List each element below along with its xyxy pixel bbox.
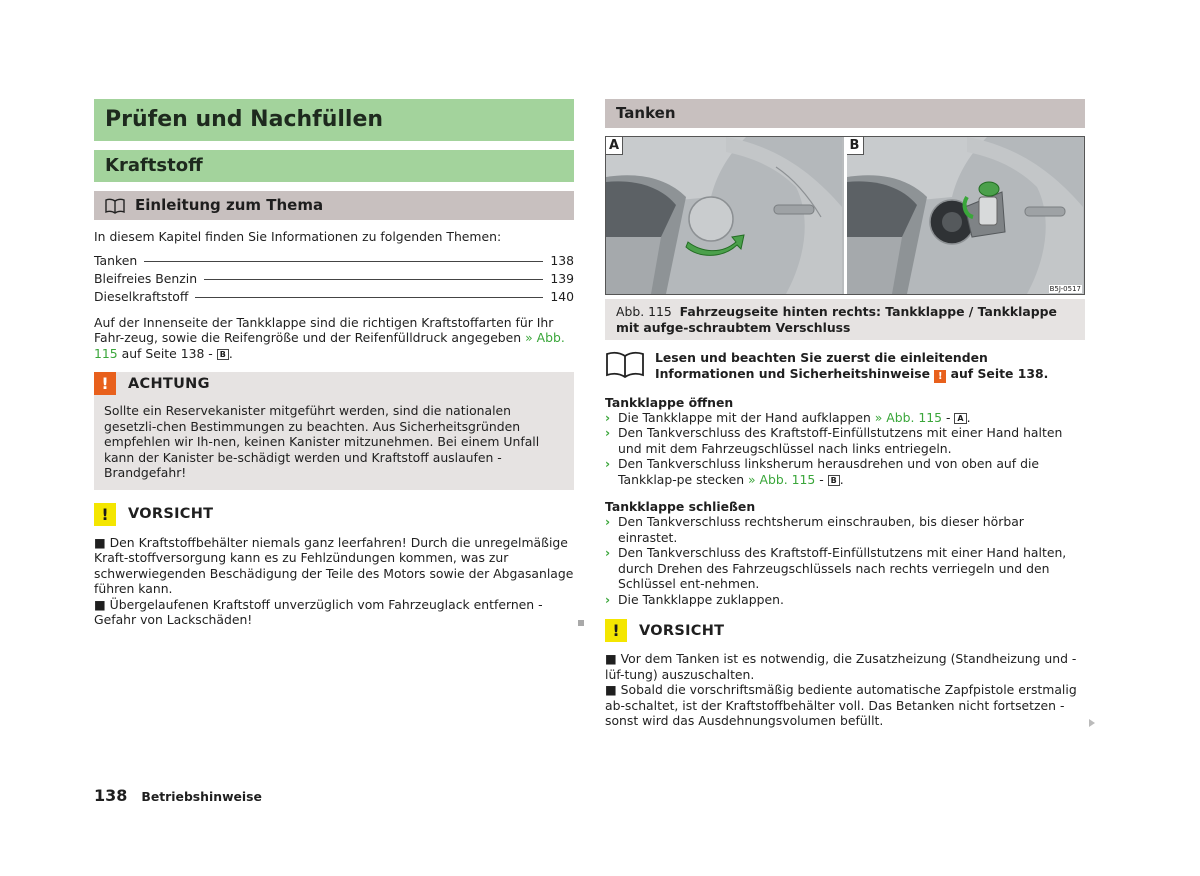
step-arrow-icon: › (605, 409, 611, 425)
paragraph-text: Auf der Innenseite der Tankklappe sind die richtigen Kraftstoffarten für Ihr Fahr-zeug, sowie die Reifengröße und der Reifenfülldruck angegeben (94, 314, 554, 345)
step-text: Den Tankverschluss des Kraftstoff-Einfüllstutzens mit einer Hand halten, durch Drehen des Fahrzeugschlüssels nach rechts verriegeln und den Schlüssel ent-nehmen. (618, 545, 1067, 591)
toc-row-tanken[interactable] (94, 253, 574, 271)
step-text: Den Tankverschluss rechtsherum einschrauben, bis dieser hörbar einrastet. (618, 514, 1024, 545)
intro-text: In diesem Kapitel finden Sie Informationen zu folgenden Themen: (94, 229, 502, 244)
caution-header (94, 503, 574, 526)
note-text (655, 350, 1085, 383)
figure-panel-b (844, 137, 1085, 294)
fuel-flap-closed-illustration (606, 137, 842, 294)
step-item (605, 425, 1085, 456)
step-text: Den Tankverschluss des Kraftstoff-Einfüllstutzens mit einer Hand halten und mit dem Fahrzeugschlüssel nach links entriegeln. (618, 425, 1063, 456)
warning-icon: ! (934, 370, 946, 383)
paragraph-text: auf Seite 138 - (117, 345, 217, 361)
caption-label: Abb. 115 (616, 304, 672, 319)
caption-text: Fahrzeugseite hinten rechts: Tankklappe / Tankklappe mit aufge-schraubtem Verschluss (616, 304, 1057, 335)
paragraph-text: . (228, 345, 233, 361)
step-item (605, 514, 1085, 545)
page-footer (94, 786, 262, 805)
toc-leader (204, 279, 543, 280)
panel-reference: A (954, 413, 966, 424)
step-text: - (942, 409, 955, 425)
step-arrow-icon: › (605, 456, 611, 471)
step-arrow-icon: › (605, 591, 611, 607)
note-text-part: Lesen und beachten Sie zuerst die einleitenden Informationen und Sicherheitshinweise (655, 350, 988, 381)
caution-text (605, 651, 1085, 729)
step-arrow-icon: › (605, 425, 611, 440)
caution-title: VORSICHT (639, 622, 725, 639)
intro-heading (94, 191, 574, 220)
step-text: Die Tankklappe zuklappen. (618, 591, 784, 607)
footer-section: Betriebshinweise (141, 789, 262, 804)
caution-item: ■ Den Kraftstoffbehälter niemals ganz leerfahren! Durch die unregelmäßige Kraft-stoffversorgung kann es zu Fehlzündungen kommen, was zur schwerwiegenden Beschädigung der Teile des Motors sowie der Abgasanlage führen kann. (94, 534, 574, 596)
figure-link[interactable]: » Abb. 115 (874, 409, 943, 425)
step-item (605, 545, 1085, 592)
caution-item: ■ Sobald die vorschriftsmäßig bediente automatische Zapfpistole erstmalig ab-schaltet, ist der Kraftstoffbehälter voll. Das Betanken nicht fortsetzen - sonst wird das Ausdehnungsvolumen befüllt. (605, 682, 1077, 728)
caution-icon: ! (94, 503, 116, 526)
read-first-note (605, 350, 1085, 383)
warning-text: Sollte ein Reservekanister mitgeführt werden, sind die nationalen gesetzli-chen Bestimmungen zu beachten. Aus Sicherheitsgründen empfehlen wir Ih-nen, keinen Kanister mitzunehmen. Bei einem Unfall kann der Kanister be-schädigt werden und Kraftstoff auslaufen - Brandgefahr! (104, 403, 540, 480)
toc-leader (144, 261, 543, 262)
step-arrow-icon: › (605, 514, 611, 529)
note-text-part: auf Seite 138. (946, 365, 1049, 381)
caution-text (94, 535, 574, 628)
caution-header (605, 619, 1085, 642)
step-item (605, 410, 1085, 426)
open-steps (605, 410, 1085, 488)
continue-arrow-icon (1089, 719, 1095, 727)
step-item (605, 592, 1085, 608)
step-item (605, 456, 1085, 487)
toc-label: Bleifreies Benzin (94, 270, 198, 286)
toc-page: 139 (550, 270, 574, 286)
close-heading: Tankklappe schließen (605, 499, 756, 514)
step-text: Den Tankverschluss linksherum herausdrehen und von oben auf die Tankklap-pe stecken (618, 456, 1040, 487)
step-text: - (815, 471, 828, 487)
step-text: . (839, 471, 844, 487)
warning-header (94, 372, 574, 395)
fuel-label-paragraph (94, 315, 574, 362)
caution-icon: ! (605, 619, 627, 642)
caution-item: ■ Vor dem Tanken ist es notwendig, die Zusatzheizung (Standheizung und -lüf-tung) auszuschalten. (605, 651, 1077, 682)
step-text: Die Tankklappe mit der Hand aufklappen (618, 409, 875, 425)
left-column (94, 99, 574, 628)
book-icon (105, 198, 125, 214)
section-heading: Tanken (605, 99, 1085, 128)
close-steps (605, 514, 1085, 607)
toc-page: 138 (550, 252, 574, 268)
section-end-marker (578, 620, 584, 626)
chapter-title: Prüfen und Nachfüllen (94, 99, 574, 141)
warning-title: ACHTUNG (128, 375, 210, 392)
caution-item: ■ Übergelaufenen Kraftstoff unverzüglich vom Fahrzeuglack entfernen - Gefahr von Lackschäden! (94, 596, 543, 627)
figure-code: B5J-0517 (1049, 285, 1081, 293)
open-heading: Tankklappe öffnen (605, 394, 734, 410)
book-icon (605, 350, 645, 383)
figure-caption (605, 299, 1085, 340)
section-title: Kraftstoff (94, 150, 574, 182)
caution-title: VORSICHT (128, 506, 214, 522)
figure-link[interactable]: » Abb. 115 (94, 330, 565, 361)
toc-row-diesel[interactable] (94, 289, 574, 307)
panel-label: A (606, 137, 623, 155)
figure-panel-a (606, 137, 844, 294)
intro-heading-label: Einleitung zum Thema (135, 196, 324, 214)
warning-icon: ! (94, 372, 116, 395)
figure-link[interactable]: » Abb. 115 (748, 471, 816, 487)
panel-reference: B (217, 349, 229, 360)
toc-page: 140 (550, 288, 574, 304)
warning-box (94, 372, 574, 490)
page-number: 138 (94, 786, 128, 805)
toc-row-benzin[interactable] (94, 271, 574, 289)
panel-reference: B (828, 475, 840, 486)
toc-label: Dieselkraftstoff (94, 288, 189, 304)
right-column (605, 99, 1085, 729)
table-of-contents (94, 253, 574, 307)
step-text: . (966, 409, 971, 425)
panel-label: B (847, 137, 864, 155)
figure-115 (605, 136, 1085, 295)
step-arrow-icon: › (605, 545, 611, 560)
toc-label: Tanken (94, 252, 138, 268)
fuel-flap-open-illustration (847, 137, 1083, 294)
toc-leader (195, 297, 543, 298)
